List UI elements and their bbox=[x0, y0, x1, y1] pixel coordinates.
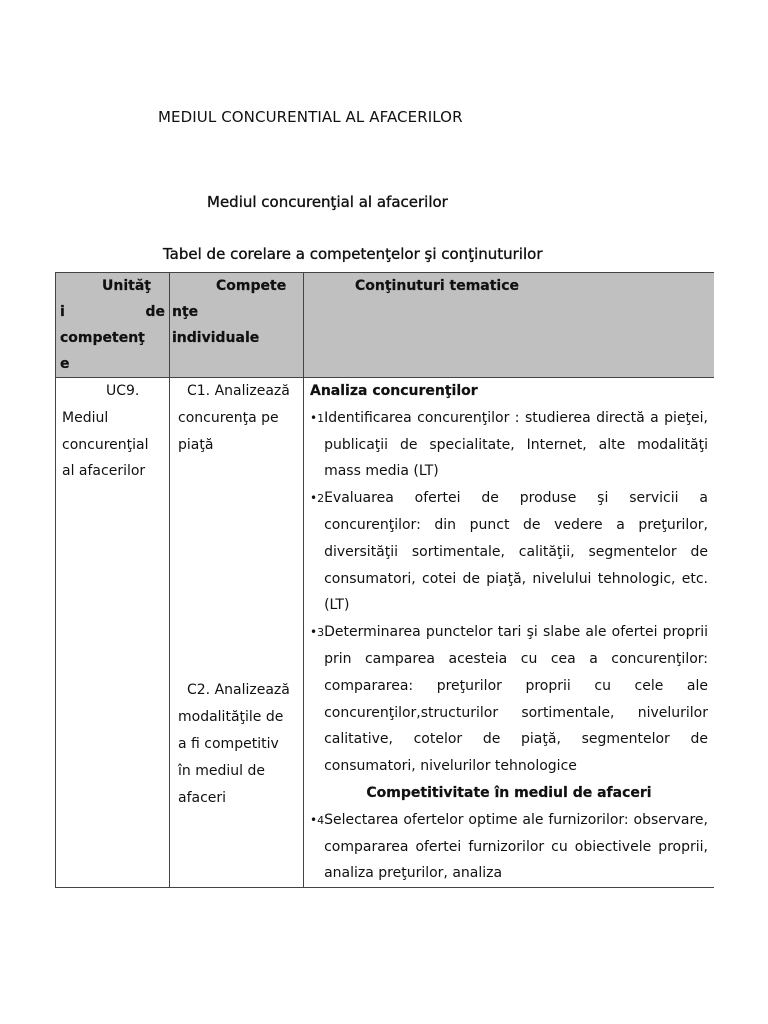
unit-line: al afacerilor bbox=[62, 463, 146, 480]
unit-line: Mediul bbox=[62, 409, 109, 426]
header-col2-line: individuale bbox=[172, 330, 260, 346]
document-subtitle: Mediul concurenţial al afacerilor bbox=[207, 193, 448, 211]
item-text: Identificarea concurenţilor : studierea directă a pieţei, publicaţii de specialitate, Internet, alte modalităţi mass media (LT) bbox=[324, 409, 708, 480]
c2-line: C2. Analizează bbox=[187, 682, 290, 699]
section-title-competitiveness: Competitivitate în mediul de afaceri bbox=[366, 784, 652, 801]
c1-line: C1. Analizează bbox=[187, 383, 290, 399]
c2-line: modalităţile de bbox=[178, 709, 284, 726]
c1-line: concurenţa pe bbox=[178, 409, 279, 426]
c2-line: în mediul de bbox=[178, 762, 265, 779]
item-number: 2 bbox=[317, 492, 325, 506]
competences-cell bbox=[170, 378, 304, 888]
header-col1-justified-line bbox=[60, 299, 165, 325]
header-col2-line: Compete bbox=[216, 278, 287, 294]
contents-cell bbox=[304, 378, 715, 888]
header-col1-line: e bbox=[60, 356, 70, 372]
unit-line: UC9. bbox=[106, 383, 140, 399]
item-number: 1 bbox=[317, 411, 325, 425]
table-header-row bbox=[56, 273, 715, 378]
header-individual-competences bbox=[170, 273, 304, 378]
unit-cell bbox=[56, 378, 170, 888]
c2-line: afaceri bbox=[178, 789, 227, 806]
bullet-icon: •3 bbox=[310, 625, 325, 640]
header-units-of-competence bbox=[56, 273, 170, 378]
item-text: Evaluarea ofertei de produse şi servicii a concurenţilor: din punct de vedere a preţurilor, diversităţii sortimentale, calităţii, segmentelor de consumatori, cotei de piaţă, nivelului tehnologic, etc. (LT) bbox=[324, 490, 708, 614]
header-col1-line: i bbox=[60, 304, 65, 320]
header-col3-label: Conţinuturi tematice bbox=[355, 278, 520, 294]
correlation-table bbox=[55, 272, 714, 888]
table-caption: Tabel de corelare a competenţelor şi conţinuturilor bbox=[163, 245, 543, 263]
c2-line: a fi competitiv bbox=[178, 735, 279, 752]
spacer bbox=[178, 458, 299, 677]
list-item bbox=[310, 619, 708, 780]
item-text: Selectarea ofertelor optime ale furnizorilor: observare, compararea ofertei furnizorilor cu obiectivele proprii, analiza preţurilor, analiza bbox=[324, 811, 708, 882]
section-title-competitor-analysis: Analiza concurenţilor bbox=[310, 383, 478, 399]
item-number: 3 bbox=[317, 626, 325, 640]
item-number: 4 bbox=[317, 813, 325, 827]
list-item bbox=[310, 405, 708, 485]
c1-line: piaţă bbox=[178, 436, 214, 453]
list-item bbox=[310, 807, 708, 887]
header-thematic-contents bbox=[304, 273, 715, 378]
unit-line: concurenţial bbox=[62, 436, 149, 453]
bullet-icon: •2 bbox=[310, 491, 325, 506]
bullet-icon: •4 bbox=[310, 812, 325, 827]
document-title: MEDIUL CONCURENTIAL AL AFACERILOR bbox=[158, 108, 463, 126]
correlation-table-wrapper bbox=[55, 272, 714, 912]
list-item bbox=[310, 485, 708, 619]
header-col1-line: competenţ bbox=[60, 330, 145, 346]
header-col2-line: nţe bbox=[172, 304, 199, 320]
table-row bbox=[56, 378, 715, 888]
bullet-icon: •1 bbox=[310, 410, 325, 425]
item-text: Determinarea punctelor tari şi slabe ale ofertei proprii prin camparea acesteia cu cea a concurenţilor: compararea: preţurilor proprii cu cele ale concurenţilor,structurilor sortimentale, nivelurilor calitative, cotelor de piaţă, segmentelor de consumatori, nivelurilor tehnologice bbox=[324, 624, 708, 775]
header-col1-line: de bbox=[145, 304, 165, 320]
header-col1-line: Unităţ bbox=[102, 278, 151, 294]
